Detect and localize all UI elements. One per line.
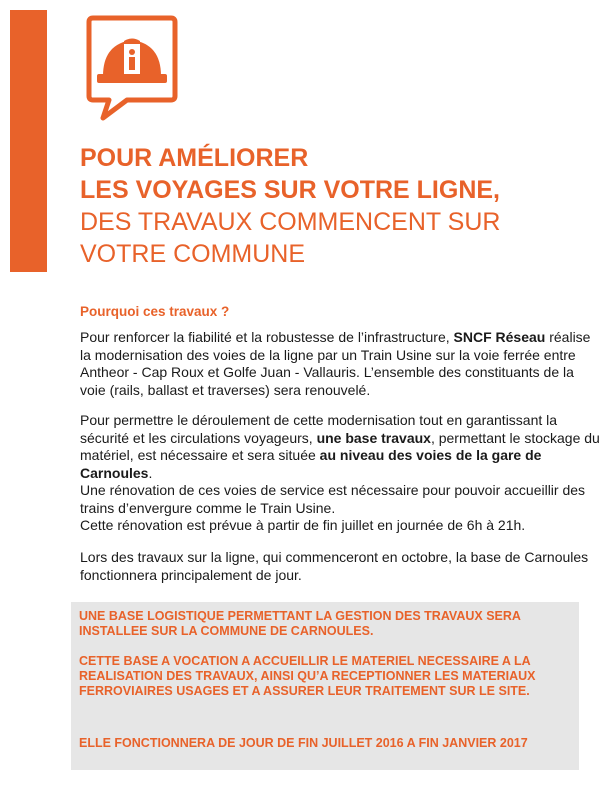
title-line-3: DES TRAVAUX COMMENCENT SUR	[80, 208, 501, 236]
page-title	[80, 142, 600, 270]
title-line-1: POUR AMÉLIORER	[80, 144, 309, 172]
gare-carnoules-bold: au niveau des voies de la gare de Carnoules	[80, 447, 542, 481]
title-line-2: LES VOYAGES SUR VOTRE LIGNE,	[80, 176, 500, 204]
paragraph-base-travaux: Pour permettre le déroulement de cette modernisation tout en garantissant la sécurité et les circulations voyageurs, une base travaux, permettant le stockage du matériel, est nécessaire et sera située au niveau des voies de la gare de Carnoules. Une rénovation de ces voies de service est nécessaire pour pouvoir accueillir des trains d’envergure comme le Train Usine. Cette rénovation est prévue à partir de fin juillet en journée de 6h à 21h.	[80, 412, 600, 533]
notice-paragraph-1: UNE BASE LOGISTIQUE PERMETTANT LA GESTION DES TRAVAUX SERA INSTALLEE SUR LA COMMUNE DE CARNOULES.	[79, 609, 521, 638]
title-line-4: VOTRE COMMUNE	[80, 240, 305, 268]
orange-side-bar	[10, 10, 47, 272]
paragraph-operation: Lors des travaux sur la ligne, qui commenceront en octobre, la base de Carnoules fonctionnera principalement de jour.	[80, 549, 589, 583]
schedule-line: Cette rénovation est prévue à partir de fin juillet en journée de 6h à 21h.	[80, 517, 526, 533]
sncf-reseau-bold: SNCF Réseau	[453, 329, 546, 345]
notice-paragraph-3: ELLE FONCTIONNERA DE JOUR DE FIN JUILLET 2016 A FIN JANVIER 2017	[79, 736, 528, 750]
paragraph-infrastructure: Pour renforcer la fiabilité et la robustesse de l’infrastructure, SNCF Réseau réalise la modernisation des voies de la ligne par un Train Usine sur la voie ferrée entre Antheor - Cap Roux et Golfe Juan - Vallauris. L’ensemble des constituants de la voie (rails, ballast et traverses) sera renouvelé.	[80, 329, 591, 398]
base-travaux-bold: une base travaux	[316, 429, 431, 446]
notice-box	[71, 602, 579, 770]
renovation-line: Une rénovation de ces voies de service est nécessaire pour pouvoir accueillir des trains d’envergure comme le Train Usine.	[80, 482, 586, 516]
info-helmet-icon	[85, 14, 179, 122]
section-heading: Pourquoi ces travaux ?	[80, 304, 230, 319]
notice-paragraph-2: CETTE BASE A VOCATION A ACCUEILLIR LE MATERIEL NECESSAIRE A LA REALISATION DES TRAVAUX, AINSI QU’A RECEPTIONNER LES MATERIAUX FERROVIAIRES USAGES ET A ASSURER LEUR TRAITEMENT SUR LE SITE.	[79, 654, 536, 698]
